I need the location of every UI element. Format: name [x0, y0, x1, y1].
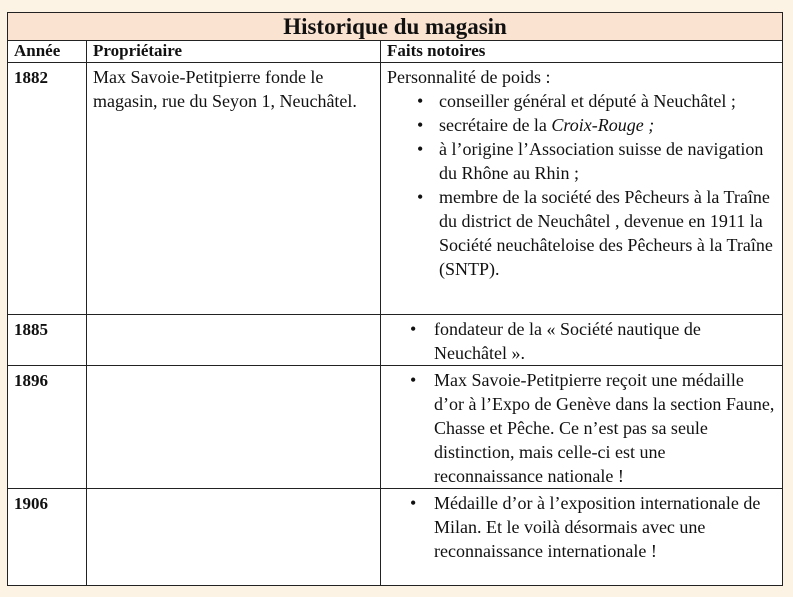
- facts-cell: [381, 315, 783, 366]
- list-item: • Max Savoie-Petitpierre reçoit une médaille d’or à l’Expo de Genève dans la section Faune, Chasse et Pêche. Ce n’est pas sa seule distinction, mais celle-ci est une reconnaissance nationale !: [410, 370, 775, 486]
- owner-cell: [87, 489, 381, 586]
- table-row: [8, 315, 783, 366]
- list-item: • fondateur de la « Société nautique de Neuchâtel ».: [410, 319, 701, 363]
- bullet-icon: •: [410, 319, 417, 339]
- year-cell: 1896: [8, 366, 87, 489]
- list-item: • secrétaire de la Croix-Rouge ;: [417, 115, 655, 135]
- table-row: [8, 366, 783, 489]
- facts-list: [387, 368, 776, 488]
- croix-rouge-text: Croix-Rouge ;: [551, 115, 655, 135]
- bullet-icon: •: [410, 493, 417, 513]
- facts-list: [387, 491, 776, 563]
- list-item: • à l’origine l’Association suisse de navigation du Rhône au Rhin ;: [417, 139, 764, 183]
- owner-cell: [87, 315, 381, 366]
- table-row: [8, 489, 783, 586]
- facts-cell: [381, 489, 783, 586]
- bullet-icon: •: [417, 115, 424, 135]
- header-year: Année: [8, 41, 87, 63]
- owner-cell: Max Savoie-Petitpierre fonde le magasin, rue du Seyon 1, Neuchâtel.: [87, 63, 381, 315]
- facts-cell: [381, 366, 783, 489]
- list-item: • Médaille d’or à l’exposition internationale de Milan. Et le voilà désormais avec une reconnaissance internationale !: [410, 493, 761, 561]
- bullet-icon: •: [417, 91, 424, 111]
- owner-cell: [87, 366, 381, 489]
- facts-cell: [381, 63, 783, 315]
- header-row: [8, 41, 783, 63]
- header-facts: Faits notoires: [381, 41, 783, 63]
- list-item: • membre de la société des Pêcheurs à la Traîne du district de Neuchâtel , devenue en 1911 la Société neuchâteloise des Pêcheurs à la Traîne (SNTP).: [417, 187, 773, 279]
- bullet-icon: •: [417, 187, 424, 207]
- facts-list: [387, 317, 776, 365]
- bullet-icon: •: [417, 139, 424, 159]
- table-title: Historique du magasin: [8, 13, 783, 41]
- header-owner: Propriétaire: [87, 41, 381, 63]
- year-cell: 1906: [8, 489, 87, 586]
- facts-list: [387, 89, 776, 281]
- table-row: [8, 63, 783, 315]
- bullet-icon: •: [410, 370, 417, 390]
- year-cell: 1885: [8, 315, 87, 366]
- history-table: [7, 12, 783, 586]
- list-item: • conseiller général et député à Neuchâtel ;: [417, 91, 736, 111]
- year-cell: 1882: [8, 63, 87, 315]
- facts-intro: Personnalité de poids :: [387, 67, 551, 87]
